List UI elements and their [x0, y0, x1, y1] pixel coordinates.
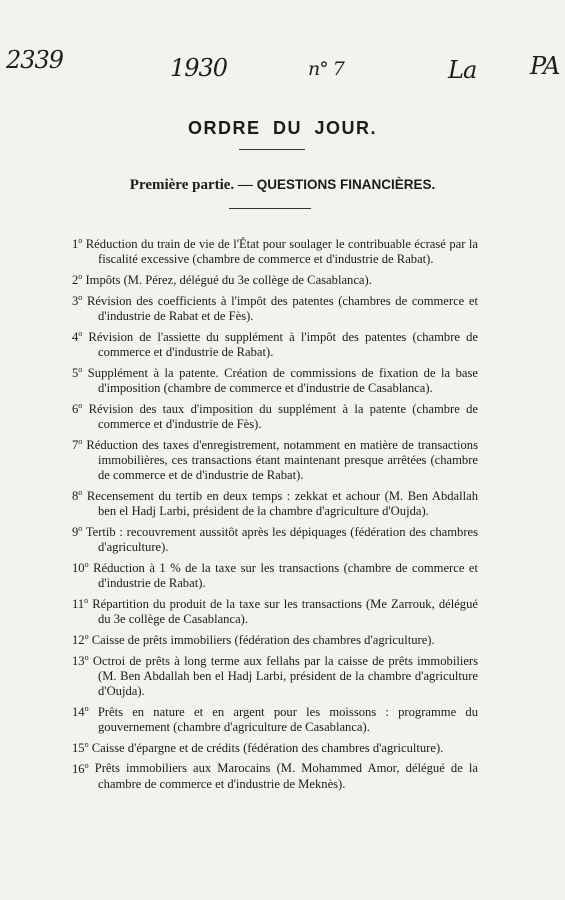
- agenda-item-text: Caisse de prêts immobiliers (fédération des chambres d'agriculture).: [91, 632, 435, 647]
- agenda-item: [60, 521, 478, 555]
- agenda-item: [60, 485, 478, 519]
- agenda-item-number: 9$^o$: [72, 523, 83, 539]
- section-heading: [0, 177, 565, 194]
- agenda-item: [60, 362, 478, 396]
- agenda-item-text: Réduction à 1 % de la taxe sur les transactions (chambre de commerce et d'industrie de Rabat).: [93, 560, 478, 590]
- handwritten-reference-number: 2339: [6, 46, 64, 74]
- agenda-item-text: Révision des coefficients à l'impôt des patentes (chambres de commerce et d'industrie de Rabat et de Fès).: [86, 294, 478, 324]
- agenda-item-number: 3$^o$: [72, 292, 83, 309]
- agenda-item: [60, 557, 478, 591]
- agenda-item-number: 8$^o$: [72, 487, 83, 503]
- agenda-item-number: 14$^o$: [72, 703, 89, 719]
- agenda-item-text: Tertib : recouvrement aussitôt après les dépiquages (fédération des chambres d'agriculture).: [85, 524, 479, 555]
- agenda-item-text: Caisse d'épargne et de crédits (fédération des chambres d'agriculture).: [91, 740, 444, 755]
- agenda-item-text: Répartition du produit de la taxe sur les transactions (Me Zarrouk, délégué du 3e collège de Casablanca).: [92, 596, 478, 626]
- agenda-item-number: 6$^o$: [72, 400, 83, 416]
- agenda-item-number: 10$^o$: [72, 559, 89, 575]
- agenda-item-number: 11$^o$: [72, 595, 89, 611]
- handwritten-mark-la: La: [448, 56, 477, 84]
- page-title: ORDRE DU JOUR.: [187, 118, 377, 138]
- agenda-item-number: 12$^o$: [72, 631, 89, 647]
- handwritten-issue-number: n° 7: [308, 58, 344, 80]
- agenda-item-text: Prêts en nature et en argent pour les moissons : programme du gouvernement (chambre d'agriculture de Casablanca).: [97, 704, 478, 734]
- handwritten-mark-pa: PA: [530, 52, 560, 80]
- agenda-item: [60, 650, 478, 699]
- agenda-item-number: 5$^o$: [72, 364, 83, 380]
- agenda-item-number: 1$^o$: [72, 236, 83, 252]
- agenda-item-text: Révision des taux d'imposition du supplément à la patente (chambre de commerce et d'industrie de Fès).: [88, 401, 478, 432]
- title-divider: [239, 149, 305, 150]
- agenda-item: [60, 701, 478, 735]
- agenda-item: [60, 434, 478, 483]
- agenda-item-number: 7$^o$: [72, 436, 83, 452]
- agenda-item: [60, 629, 478, 648]
- agenda-item: [60, 290, 478, 324]
- agenda-item: [60, 593, 478, 627]
- agenda-item-text: Révision de l'assiette du supplément à l'impôt des patentes (chambre de commerce et d'industrie de Rabat).: [88, 330, 478, 360]
- agenda-item-text: Réduction du train de vie de l'État pour soulager le contribuable écrasé par la fiscalité excessive (chambre de commerce et d'industrie de Rabat).: [85, 237, 478, 267]
- handwritten-year: 1930: [170, 54, 228, 82]
- agenda-item-number: 4$^o$: [72, 328, 83, 344]
- agenda-item: [60, 326, 478, 360]
- section-label: Première partie. —: [129, 177, 257, 193]
- agenda-item-number: 13$^o$: [72, 652, 89, 668]
- agenda-item-number: 15$^o$: [72, 739, 89, 755]
- agenda-item: [60, 737, 478, 756]
- agenda-item-number: 2$^o$: [72, 271, 83, 288]
- agenda-item-text: Réduction des taxes d'enregistrement, notamment en matière de transactions immobilières, ces transactions étant maintenant presque arrêtées (chambre de commerce et de d'industrie de Rabat).: [86, 437, 478, 483]
- agenda-item-text: Impôts (M. Pérez, délégué du 3e collège de Casablanca).: [85, 273, 372, 288]
- section-divider: [229, 208, 311, 209]
- agenda-list: [60, 233, 478, 793]
- agenda-item: [60, 757, 478, 791]
- agenda-item-text: Prêts immobiliers aux Marocains (M. Mohammed Amor, délégué de la chambre de commerce et d'industrie de Meknès).: [94, 761, 479, 791]
- agenda-item-text: Octroi de prêts à long terme aux fellahs par la caisse de prêts immobiliers (M. Ben Abdallah ben el Hadj Larbi, président de la chambre d'agriculture d'Oujda).: [92, 653, 479, 698]
- agenda-item-number: 16$^o$: [72, 760, 89, 776]
- agenda-item: [60, 233, 478, 267]
- agenda-item: [60, 269, 478, 288]
- agenda-item: [60, 398, 478, 432]
- section-title: QUESTIONS FINANCIÈRES.: [256, 177, 436, 192]
- agenda-item-text: Supplément à la patente. Création de commissions de fixation de la base d'imposition (chambre de commerce et d'industrie de Casablanca).: [87, 365, 478, 396]
- agenda-item-text: Recensement du tertib en deux temps : zekkat et achour (M. Ben Abdallah ben el Hadj Larbi, président de la chambre d'agriculture d'Oujda).: [86, 488, 479, 519]
